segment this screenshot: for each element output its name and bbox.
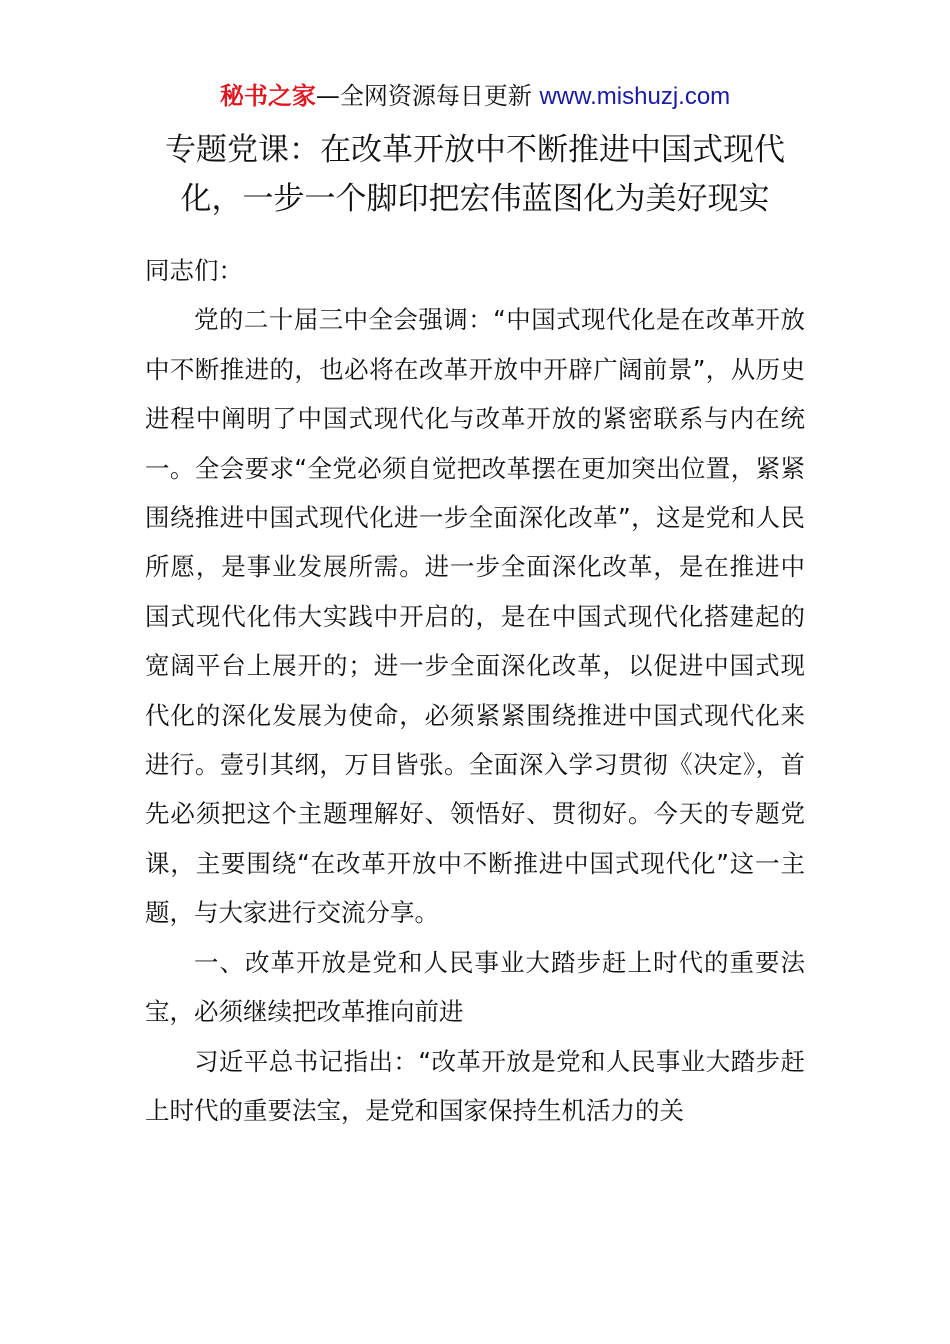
- site-name: 秘书之家: [219, 82, 316, 110]
- site-header: [0, 80, 950, 113]
- document-body: [145, 246, 805, 1135]
- body-paragraph-1: 党的二十届三中全会强调：“中国式现代化是在改革开放中不断推进的，也必将在改革开放中开辟广阔前景”，从历史进程中阐明了中国式现代化与改革开放的紧密联系与内在统一。全会要求“全党必须自觉把改革摆在更加突出位置，紧紧围绕推进中国式现代化进一步全面深化改革”，这是党和人民所愿，是事业发展所需。进一步全面深化改革，是在推进中国式现代化伟大实践中开启的，是在中国式现代化搭建起的宽阔平台上展开的；进一步全面深化改革，以促进中国式现代化的深化发展为使命，必须紧紧围绕推进中国式现代化来进行。壹引其纲，万目皆张。全面深入学习贯彻《决定》，首先必须把这个主题理解好、领悟好、贯彻好。今天的专题党课，主要围绕“在改革开放中不断推进中国式现代化”这一主题，与大家进行交流分享。: [145, 305, 805, 928]
- site-url-link[interactable]: www.mishuzj.com: [539, 83, 731, 110]
- title-line-2: 化，一步一个脚印把宏伟蓝图化为美好现实: [180, 181, 770, 217]
- site-tagline: —全网资源每日更新: [315, 82, 540, 110]
- body-paragraph-2: 习近平总书记指出：“改革开放是党和人民事业大踏步赶上时代的重要法宝，是党和国家保持生机活力的关: [145, 1046, 805, 1125]
- title-line-1: 专题党课：在改革开放中不断推进中国式现代: [165, 132, 785, 168]
- document-title: [145, 126, 805, 224]
- salutation: 同志们：: [145, 256, 243, 285]
- section-heading-1: 一、改革开放是党和人民事业大踏步赶上时代的重要法宝，必须继续把改革推向前进: [145, 947, 805, 1027]
